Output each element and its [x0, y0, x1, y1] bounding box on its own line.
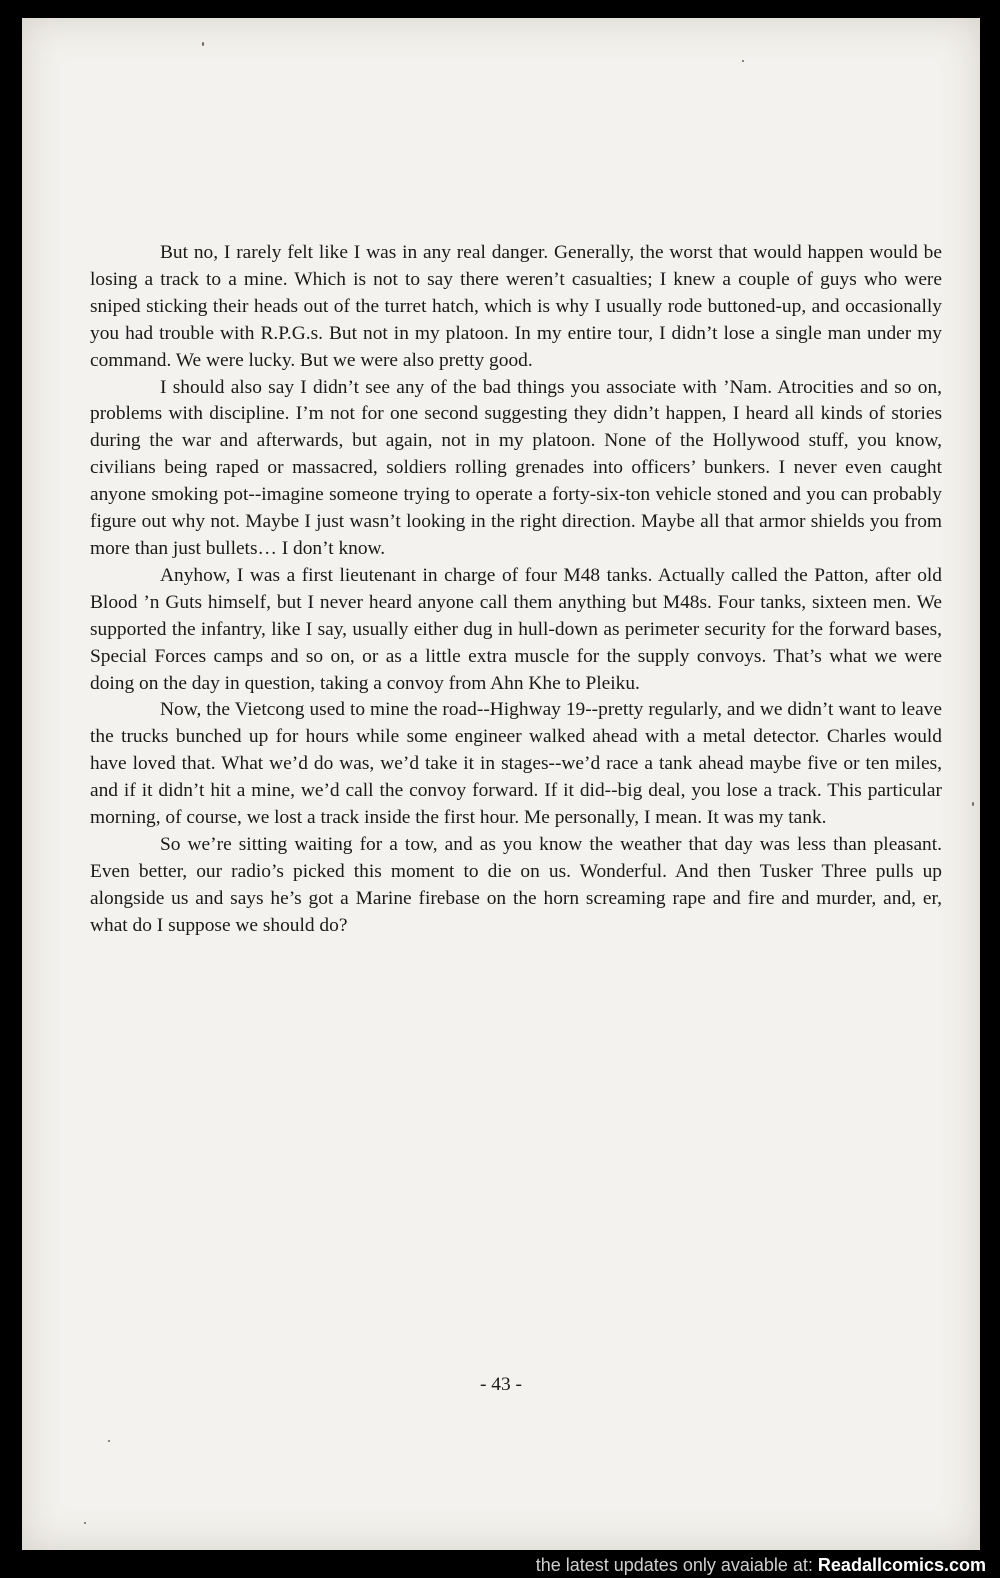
paragraph-2: I should also say I didn’t see any of the bad things you associate with ’Nam. Atrocities and so on, problems with discipline. I’m not for one second suggesting they didn’t happen, I heard all kinds of stories during the war and afterwards, but again, not in my platoon. None of the Hollywood stuff, you know, civilians being raped or massacred, soldiers rolling grenades into officers’ bunkers. I never even caught anyone smoking pot--imagine someone trying to operate a forty-six-ton vehicle stoned and you can probably figure out why not. Maybe I just wasn’t looking in the right direction. Maybe all that armor shields you from more than just bullets… I don’t know.	[90, 376, 942, 559]
paragraph-4: Now, the Vietcong used to mine the road--Highway 19--pretty regularly, and we didn’t want to leave the trucks bunched up for hours while some engineer walked ahead with a metal detector. Charles would have loved that. What we’d do was, we’d take it in stages--we’d race a tank ahead maybe five or ten miles, and if it didn’t hit a mine, we’d call the convoy forward. If it did--big deal, you lose a track. This particular morning, of course, we lost a track inside the first hour. Me personally, I mean. It was my tank.	[90, 699, 942, 829]
watermark-prefix: the latest updates only avaiable at:	[535, 1555, 818, 1575]
scan-speck	[84, 1522, 86, 1524]
scan-speck	[972, 802, 974, 806]
scan-speck	[742, 60, 744, 62]
document-page	[22, 18, 980, 1550]
paragraph-5: So we’re sitting waiting for a tow, and as you know the weather that day was less than pleasant. Even better, our radio’s picked this moment to die on us. Wonderful. And then Tusker Three pulls up alongside us and says he’s got a Marine firebase on the horn screaming rape and fire and murder, and, er, what do I suppose we should do?	[90, 833, 942, 936]
paragraph-3: Anyhow, I was a first lieutenant in charge of four M48 tanks. Actually called the Patton, after old Blood ’n Guts himself, but I never heard anyone call them anything but M48s. Four tanks, sixteen men. We supported the infantry, like I say, usually either dug in hull-down as perimeter security for the forward bases, Special Forces camps and so on, or as a little extra muscle for the supply convoys. That’s what we were doing on the day in question, taking a convoy from Ahn Khe to Pleiku.	[90, 564, 942, 694]
paragraph-1: But no, I rarely felt like I was in any real danger. Generally, the worst that would happen would be losing a track to a mine. Which is not to say there weren’t casualties; I knew a couple of guys who were sniped sticking their heads out of the turret hatch, which is why I usually rode buttoned-up, and occasionally you had trouble with R.P.G.s. But not in my platoon. In my entire tour, I didn’t lose a single man under my command. We were lucky. But we were also pretty good.	[90, 242, 942, 371]
watermark-site: Readallcomics.com	[817, 1555, 986, 1575]
page-number: - 43 -	[479, 1374, 522, 1395]
body-text	[90, 240, 942, 940]
scan-speck	[202, 42, 204, 46]
site-watermark	[536, 1555, 986, 1576]
scan-speck	[108, 1440, 110, 1442]
